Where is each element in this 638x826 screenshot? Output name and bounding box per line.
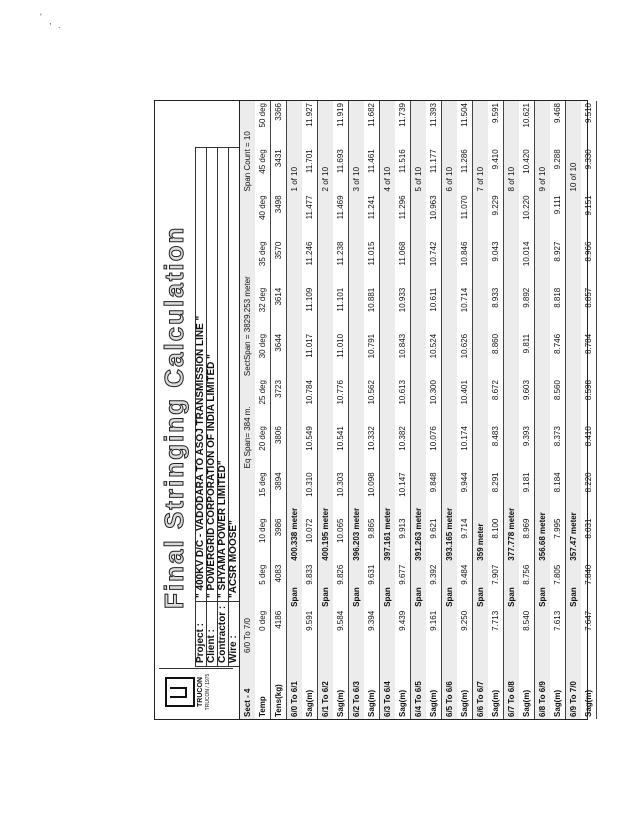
sect-span: SectSpan = 3829.253 meter [240, 240, 256, 378]
sag-value: 8.031 [581, 517, 597, 563]
sag-value: 8.560 [550, 378, 566, 424]
logo-sub: TRUCON / 1975 [205, 673, 211, 711]
sag-label: Sag(m) [333, 655, 349, 719]
info-value: " 400KV D/C - VADODARA TO ASOJ TRANSMISSION LINE " [196, 148, 207, 602]
sag-value: 10.014 [519, 240, 535, 286]
span-row [318, 101, 334, 719]
sag-value: 10.742 [426, 240, 442, 286]
temp-value: 15 deg [255, 470, 271, 516]
sag-value: 10.549 [302, 424, 318, 470]
sag-value: 8.483 [488, 424, 504, 470]
temp-row [255, 101, 271, 719]
span-index: 2 of 10 [318, 101, 334, 193]
span-row [473, 101, 489, 719]
sag-value: 8.184 [550, 470, 566, 516]
tension-value: 3986 [271, 517, 287, 563]
sag-value: 8.291 [488, 470, 504, 516]
info-key: Contractor : [218, 602, 229, 667]
sag-value: 8.927 [550, 240, 566, 286]
sag-value: 9.833 [302, 563, 318, 609]
sag-value: 10.541 [333, 424, 349, 470]
sag-value: 9.714 [457, 517, 473, 563]
span-range: 6/2 To 6/3 [349, 655, 365, 719]
span-index: 10 of 10 [566, 101, 582, 193]
sag-value: 10.174 [457, 424, 473, 470]
span-length: 397.161 meter [380, 424, 396, 562]
span-range: 6/1 To 6/2 [318, 655, 334, 719]
blank-cell [566, 193, 582, 424]
temp-label: Temp [255, 655, 271, 719]
span-word: Span [318, 563, 334, 609]
sag-value: 11.919 [333, 101, 349, 147]
section-range: 6/0 To 7/0 [240, 563, 256, 655]
scan-mark: ' [40, 12, 42, 22]
sag-value: 11.461 [364, 147, 380, 193]
sag-value: 9.330 [581, 147, 597, 193]
temp-value: 0 deg [255, 609, 271, 655]
sag-label: Sag(m) [302, 655, 318, 719]
sag-value: 8.933 [488, 286, 504, 332]
temp-value: 35 deg [255, 240, 271, 286]
sag-value: 9.111 [550, 193, 566, 239]
temp-value: 30 deg [255, 332, 271, 378]
sheet-header [155, 101, 237, 719]
sag-value: 10.714 [457, 286, 473, 332]
sag-value: 11.393 [426, 101, 442, 147]
sag-value: 10.065 [333, 517, 349, 563]
sag-value: 11.701 [302, 147, 318, 193]
blank-cell [411, 193, 427, 424]
sag-value: 10.072 [302, 517, 318, 563]
blank-cell [318, 609, 334, 655]
scan-mark: , [49, 16, 52, 26]
span-index: 5 of 10 [411, 101, 427, 193]
sag-value: 8.966 [581, 240, 597, 286]
tension-value: 3644 [271, 332, 287, 378]
sag-value: 11.477 [302, 193, 318, 239]
sag-value: 8.540 [519, 609, 535, 655]
tension-value: 3614 [271, 286, 287, 332]
span-range: 6/9 To 7/0 [566, 655, 582, 719]
sag-label: Sag(m) [488, 655, 504, 719]
sag-value: 10.310 [302, 470, 318, 516]
span-length: 393.165 meter [442, 424, 458, 562]
sag-value: 9.393 [519, 424, 535, 470]
span-index: 4 of 10 [380, 101, 396, 193]
sag-value: 9.621 [426, 517, 442, 563]
sag-row [364, 101, 380, 719]
sag-value: 10.611 [426, 286, 442, 332]
sag-row [333, 101, 349, 719]
sag-label: Sag(m) [457, 655, 473, 719]
info-key: Client : [207, 602, 218, 667]
sag-label: Sag(m) [395, 655, 411, 719]
sag-value: 10.784 [302, 378, 318, 424]
sag-value: 9.410 [488, 147, 504, 193]
stringing-table [239, 101, 597, 719]
span-length: 356.68 meter [535, 424, 551, 562]
sag-value: 9.584 [333, 609, 349, 655]
span-word: Span [473, 563, 489, 609]
info-key: Project : [196, 602, 207, 667]
span-length: 391.263 meter [411, 424, 427, 562]
sag-value: 11.927 [302, 101, 318, 147]
sag-value: 10.401 [457, 378, 473, 424]
sag-value: 10.303 [333, 470, 349, 516]
span-word: Span [442, 563, 458, 609]
sag-value: 9.229 [488, 193, 504, 239]
blank-cell [318, 193, 334, 424]
company-logo [159, 668, 233, 715]
blank-cell [442, 609, 458, 655]
sag-value: 8.100 [488, 517, 504, 563]
sag-value: 10.098 [364, 470, 380, 516]
blank-cell [287, 193, 303, 424]
scan-mark: . [58, 20, 61, 30]
tension-value: 4083 [271, 563, 287, 609]
span-word: Span [380, 563, 396, 609]
sag-value: 10.332 [364, 424, 380, 470]
blank-cell [566, 609, 582, 655]
span-range: 6/6 To 6/7 [473, 655, 489, 719]
tension-value: 3806 [271, 424, 287, 470]
tension-row [271, 101, 287, 719]
span-word: Span [411, 563, 427, 609]
temp-value: 20 deg [255, 424, 271, 470]
span-range: 6/5 To 6/6 [442, 655, 458, 719]
span-row [380, 101, 396, 719]
sag-row [519, 101, 535, 719]
sag-value: 10.524 [426, 332, 442, 378]
sag-value: 9.510 [581, 101, 597, 147]
temp-value: 32 deg [255, 286, 271, 332]
info-value: "ACSR MOOSE" [229, 148, 240, 602]
info-value: " POWERGRID CORPORATION OF INDIA LIMITED " [207, 148, 218, 602]
sag-value: 9.892 [519, 286, 535, 332]
info-row [196, 148, 207, 667]
sag-value: 9.826 [333, 563, 349, 609]
sag-label: Sag(m) [550, 655, 566, 719]
sag-value: 10.846 [457, 240, 473, 286]
sag-value: 8.672 [488, 378, 504, 424]
sag-value: 11.246 [302, 240, 318, 286]
sag-value: 8.860 [488, 332, 504, 378]
sag-value: 11.693 [333, 147, 349, 193]
span-range: 6/8 To 6/9 [535, 655, 551, 719]
sag-value: 8.756 [519, 563, 535, 609]
blank-cell [240, 470, 256, 562]
sag-value: 8.784 [581, 332, 597, 378]
sag-value: 9.151 [581, 193, 597, 239]
sag-value: 9.848 [426, 470, 442, 516]
span-row [349, 101, 365, 719]
sag-value: 11.017 [302, 332, 318, 378]
sag-label: Sag(m) [519, 655, 535, 719]
span-index: 3 of 10 [349, 101, 365, 193]
span-range: 6/4 To 6/5 [411, 655, 427, 719]
project-info-table [195, 147, 240, 667]
span-row [504, 101, 520, 719]
span-word: Span [349, 563, 365, 609]
span-row [566, 101, 582, 719]
tension-value: 4186 [271, 609, 287, 655]
span-row [442, 101, 458, 719]
section-label: Sect - 4 [240, 655, 256, 719]
blank-cell [535, 609, 551, 655]
temp-value: 50 deg [255, 101, 271, 147]
sag-value: 9.288 [550, 147, 566, 193]
span-index: 7 of 10 [473, 101, 489, 193]
sag-value: 7.805 [550, 563, 566, 609]
span-range: 6/7 To 6/8 [504, 655, 520, 719]
span-length: 359 meter [473, 424, 489, 562]
sag-value: 10.791 [364, 332, 380, 378]
span-index: 9 of 10 [535, 101, 551, 193]
blank-cell [380, 609, 396, 655]
sag-value: 9.181 [519, 470, 535, 516]
sag-value: 10.382 [395, 424, 411, 470]
sag-value: 10.420 [519, 147, 535, 193]
sag-value: 10.843 [395, 332, 411, 378]
info-row [218, 148, 229, 667]
span-word: Span [504, 563, 520, 609]
blank-cell [473, 193, 489, 424]
span-count: Span Count = 10 [240, 101, 256, 193]
document-title: Final Stringing Calculation [159, 225, 189, 609]
span-word: Span [287, 563, 303, 609]
sag-row [395, 101, 411, 719]
span-length: 377.778 meter [504, 424, 520, 562]
blank-cell [504, 609, 520, 655]
sag-value: 9.811 [519, 332, 535, 378]
blank-cell [411, 609, 427, 655]
sag-value: 10.076 [426, 424, 442, 470]
span-row [411, 101, 427, 719]
sag-row [457, 101, 473, 719]
sag-value: 11.109 [302, 286, 318, 332]
sag-value: 11.177 [426, 147, 442, 193]
info-key: Wire : [229, 602, 240, 667]
blank-cell [380, 193, 396, 424]
sag-value: 9.865 [364, 517, 380, 563]
span-index: 8 of 10 [504, 101, 520, 193]
sag-value: 7.840 [581, 563, 597, 609]
sag-value: 9.944 [457, 470, 473, 516]
sag-value: 10.220 [519, 193, 535, 239]
sag-row [581, 101, 597, 719]
tension-label: Tens(kg) [271, 655, 287, 719]
tension-value: 3366 [271, 101, 287, 147]
logo-mark-icon [165, 677, 195, 707]
sag-value: 9.484 [457, 563, 473, 609]
tension-value: 3894 [271, 470, 287, 516]
sag-value: 11.101 [333, 286, 349, 332]
sag-value: 8.598 [581, 378, 597, 424]
sag-row [302, 101, 318, 719]
blank-cell [442, 193, 458, 424]
sag-value: 8.220 [581, 470, 597, 516]
sag-value: 10.147 [395, 470, 411, 516]
sag-value: 8.746 [550, 332, 566, 378]
sag-value: 9.250 [457, 609, 473, 655]
sag-value: 10.626 [457, 332, 473, 378]
blank-cell [349, 609, 365, 655]
sag-value: 11.068 [395, 240, 411, 286]
stringing-sheet [154, 100, 593, 720]
sag-value: 7.613 [550, 609, 566, 655]
sag-value: 9.392 [426, 563, 442, 609]
sag-value: 11.241 [364, 193, 380, 239]
blank-cell [349, 193, 365, 424]
span-length: 357.47 meter [566, 424, 582, 562]
blank-cell [504, 193, 520, 424]
sag-label: Sag(m) [581, 655, 597, 719]
sag-value: 9.161 [426, 609, 442, 655]
sag-value: 11.070 [457, 193, 473, 239]
sag-value: 7.995 [550, 517, 566, 563]
sag-value: 8.410 [581, 424, 597, 470]
sag-row [426, 101, 442, 719]
eq-span: Eq Span= 384 m. [240, 378, 256, 470]
sag-value: 11.015 [364, 240, 380, 286]
sag-value: 11.682 [364, 101, 380, 147]
sag-label: Sag(m) [426, 655, 442, 719]
sag-value: 9.591 [302, 609, 318, 655]
temp-value: 45 deg [255, 147, 271, 193]
sag-value: 9.631 [364, 563, 380, 609]
span-index: 6 of 10 [442, 101, 458, 193]
info-value: " SHYAMA POWER LIMITED" [218, 148, 229, 602]
blank-cell [535, 193, 551, 424]
temp-value: 40 deg [255, 193, 271, 239]
blank-cell [240, 193, 256, 239]
tension-value: 3570 [271, 240, 287, 286]
sag-value: 9.913 [395, 517, 411, 563]
sag-value: 11.010 [333, 332, 349, 378]
sag-value: 8.857 [581, 286, 597, 332]
span-range: 6/0 To 6/1 [287, 655, 303, 719]
sag-value: 11.516 [395, 147, 411, 193]
sag-value: 11.296 [395, 193, 411, 239]
temp-value: 10 deg [255, 517, 271, 563]
sag-value: 11.238 [333, 240, 349, 286]
sag-label: Sag(m) [364, 655, 380, 719]
sag-value: 7.647 [581, 609, 597, 655]
sag-value: 9.603 [519, 378, 535, 424]
blank-cell [473, 609, 489, 655]
temp-value: 25 deg [255, 378, 271, 424]
section-row [240, 101, 256, 719]
span-row [535, 101, 551, 719]
sag-value: 11.504 [457, 101, 473, 147]
span-row [287, 101, 303, 719]
span-word: Span [566, 563, 582, 609]
sag-value: 9.677 [395, 563, 411, 609]
tension-value: 3431 [271, 147, 287, 193]
span-range: 6/3 To 6/4 [380, 655, 396, 719]
sag-row [550, 101, 566, 719]
span-index: 1 of 10 [287, 101, 303, 193]
span-length: 396.203 meter [349, 424, 365, 562]
sag-value: 10.963 [426, 193, 442, 239]
sag-row [488, 101, 504, 719]
sag-value: 10.776 [333, 378, 349, 424]
sag-value: 9.043 [488, 240, 504, 286]
sag-value: 11.286 [457, 147, 473, 193]
span-word: Span [535, 563, 551, 609]
sag-value: 10.562 [364, 378, 380, 424]
sag-value: 9.468 [550, 101, 566, 147]
sag-value: 8.818 [550, 286, 566, 332]
temp-value: 5 deg [255, 563, 271, 609]
sag-value: 10.613 [395, 378, 411, 424]
sag-value: 11.469 [333, 193, 349, 239]
sag-value: 9.439 [395, 609, 411, 655]
sag-value: 9.394 [364, 609, 380, 655]
span-length: 400.195 meter [318, 424, 334, 562]
logo-name: TRUCON [197, 677, 204, 707]
tension-value: 3723 [271, 378, 287, 424]
span-length: 400.338 meter [287, 424, 303, 562]
sag-value: 7.907 [488, 563, 504, 609]
sag-value: 8.969 [519, 517, 535, 563]
sag-value: 9.591 [488, 101, 504, 147]
sag-value: 10.621 [519, 101, 535, 147]
info-row [229, 148, 240, 667]
sag-value: 7.713 [488, 609, 504, 655]
tension-value: 3498 [271, 193, 287, 239]
info-row [207, 148, 218, 667]
blank-cell [287, 609, 303, 655]
sag-value: 8.373 [550, 424, 566, 470]
sag-value: 10.300 [426, 378, 442, 424]
sag-value: 10.933 [395, 286, 411, 332]
sag-value: 10.881 [364, 286, 380, 332]
sag-value: 11.739 [395, 101, 411, 147]
